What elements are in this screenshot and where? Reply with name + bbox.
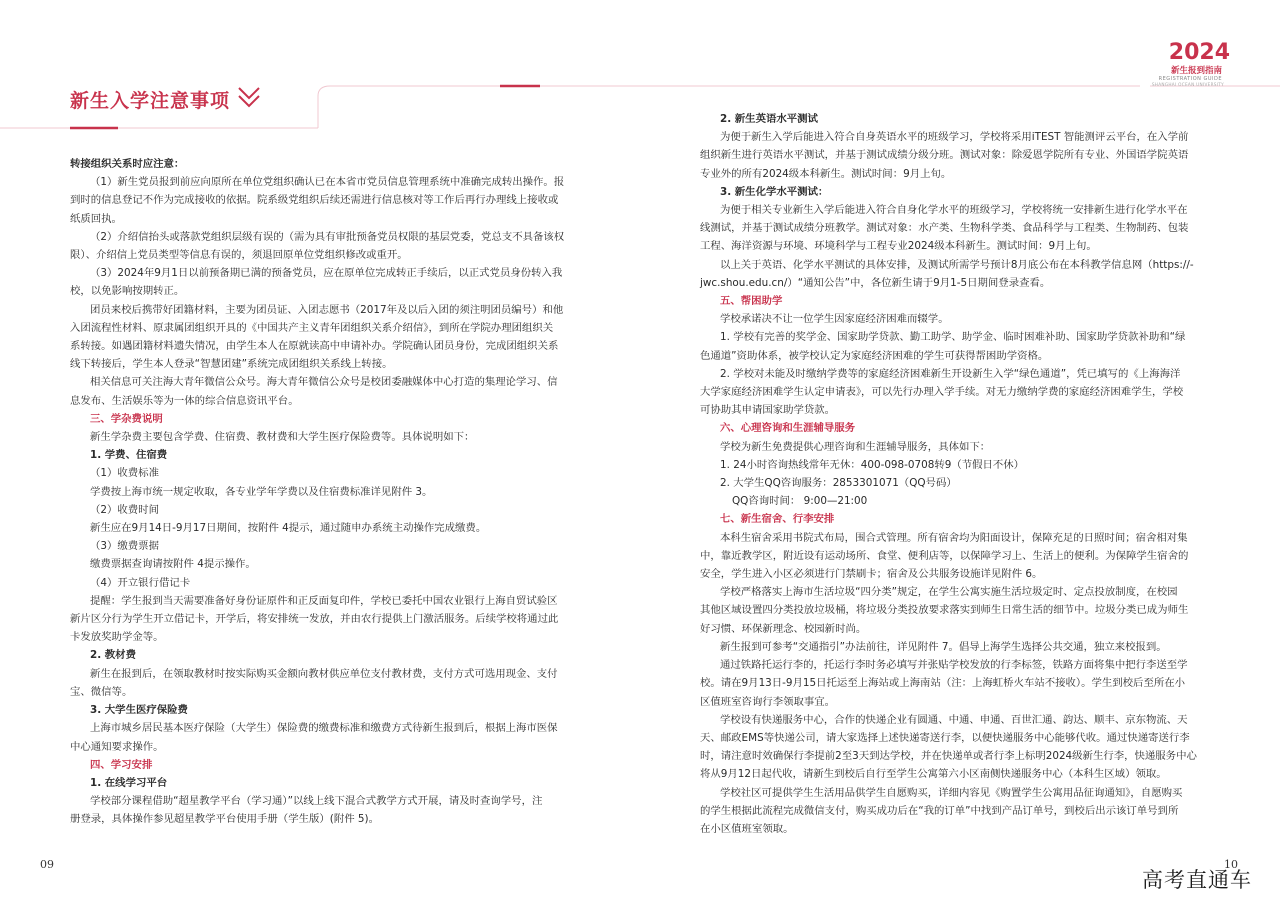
chevron-down-icon [236,84,262,112]
section-heading: 五、帮困助学 [720,295,783,308]
text-line: 1. 24小时咨询热线常年无休：400-098-0708转9（节假日不休） [720,458,1025,471]
text-line: 将从9月12日起代收，请新生到校后自行至学生公寓第六小区南侧快递服务中心（本科生区域）领取。 [700,768,1167,781]
text-line: 专业外的所有2024级本科新生。测试时间：9月上旬。 [700,167,952,180]
text-line: 系转接。如遇团籍材料遗失情况，由学生本人在原就读高中申请补办。学院确认团员身份，完成团组织关系 [70,340,559,353]
text-line: 好习惯、环保新理念、校园新时尚。 [700,622,867,635]
text-line: 时，请注意时效确保行李提前2至3天到达学校，并在快递单或者行李上标明2024级新生行李，快递服务中心 [700,750,1197,763]
logo-english-university: SHANGHAI OCEAN UNIVERSITY [1151,82,1224,87]
watermark: 高考直通车 [1142,868,1252,892]
text-line: 其他区域设置四分类投放垃圾桶，将垃圾分类投放要求落实到师生日常生活的细节中。垃圾分类已成为师生 [700,604,1189,617]
page-number-left: 09 [40,858,54,871]
right-column [700,110,1220,838]
text-line: 以上关于英语、化学水平测试的具体安排，及测试所需学号预计8月底公布在本科教学信息网（https://- [720,258,1194,271]
text-line: （2）收费时间 [90,503,159,516]
text-line: 本科生宿舍采用书院式布局，围合式管理。所有宿舍均为阳面设计，保障充足的日照时间；宿舍相对集 [720,531,1188,544]
text-line: 学校承诺决不让一位学生因家庭经济困难而辍学。 [720,313,949,326]
text-line: 团员来校后携带好团籍材料，主要为团员证、入团志愿书（2017年及以后入团的须注明团员编号）和他 [90,303,564,316]
text-line: 线测试，并基于测试成绩分班教学。测试对象：水产类、生物科学类、食品科学与工程类、生物制药、包装 [700,222,1189,235]
text-line: jwc.shou.edu.cn/）“通知公告”中，各位新生请于9月1-5日期间登录查看。 [700,276,1051,289]
text-line: 纸质回执。 [70,212,122,225]
text-line: 大学家庭经济困难学生认定申请表》，可以先行办理入学手续。对无力缴纳学费的家庭经济困难学生，学校 [700,386,1184,399]
text-line: （3）2024年9月1日以前预备期已满的预备党员，应在原单位完成转正手续后，以正式党员身份转入我 [90,267,563,280]
text-line: 为便于相关专业新生入学后能进入符合自身化学水平的班级学习，学校将统一安排新生进行化学水平在 [720,204,1188,217]
text-line: 卡发放奖助学金等。 [70,631,164,644]
text-line: （1）收费标准 [90,467,159,480]
text-line: 中心通知要求操作。 [70,740,164,753]
text-line: 提醒：学生报到当天需要准备好身份证原件和正反面复印件，学校已委托中国农业银行上海自贸试验区 [90,594,558,607]
text-line: 学校部分课程借助“超星教学平台（学习通）”以线上线下混合式教学方式开展，请及时查询学号，注 [90,795,543,808]
text-line: 册登录，具体操作参见超星教学平台使用手册（学生版）(附件 5)。 [70,813,379,826]
text-line: 为便于新生入学后能进入符合自身英语水平的班级学习，学校将采用iTEST 智能测评云平台，在入学前 [720,131,1189,144]
text-line: 2. 学校对未能及时缴纳学费等的家庭经济困难新生开设新生入学“绿色通道”，凭已填写的《上海海洋 [720,367,1181,380]
subsection-heading: 2. 教材费 [90,649,136,662]
text-line: 新生应在9月14日-9月17日期间，按附件 4提示，通过随申办系统主动操作完成缴费。 [90,522,487,535]
text-line: 校。请在9月13日-9月15日托运至上海站或上海南站（注：上海虹桥火车站不接收）。学生到校后至所在小 [700,677,1186,690]
text-line: 区值班室咨询行李领取事宜。 [700,695,836,708]
text-line: 安全，学生进入小区必须进行门禁刷卡；宿舍及公共服务设施详见附件 6。 [700,568,1043,581]
text-line: 组织新生进行英语水平测试，并基于测试成绩分级分班。测试对象：除爱恩学院所有专业、外国语学院英语 [700,149,1189,162]
logo-english: REGISTRATION GUIDE [1158,76,1222,82]
text-line: 校，以免影响按期转正。 [70,285,185,298]
text-line: 在小区值班室领取。 [700,822,794,835]
page-title: 新生入学注意事项 [70,90,231,112]
subsection-heading: 3. 大学生医疗保险费 [90,704,188,717]
subsection-heading: 1. 在线学习平台 [90,776,168,789]
text-line: 息发布、生活娱乐等为一体的综合信息资讯平台。 [70,394,299,407]
left-column [70,155,590,829]
text-line: 1. 学校有完善的奖学金、国家助学贷款、勤工助学、助学金、临时困难补助、国家助学贷款补助和“绿 [720,331,1186,344]
text-line: （1）新生党员报到前应向原所在单位党组织确认已在本省市党员信息管理系统中准确完成转出操作。报 [90,176,565,189]
text-line: 2. 大学生QQ咨询服务：2853301071（QQ号码） [720,477,957,490]
section-heading: 四、学习安排 [90,758,153,771]
text-line: （4）开立银行借记卡 [90,576,191,589]
text-line: 宝、微信等。 [70,685,133,698]
text-line: 新生学杂费主要包含学费、住宿费、教材费和大学生医疗保险费等。具体说明如下： [90,431,475,444]
text-line: 学校社区可提供学生生活用品供学生自愿购买，详细内容见《购置学生公寓用品征询通知》，自愿购买 [720,786,1183,799]
text-line: 新片区分行为学生开立借记卡，开学后，将安排统一发放，并由农行提供上门激活服务。后续学校将通过此 [70,613,559,626]
section-heading: 三、学杂费说明 [90,412,163,425]
text-line: 新生报到可参考“交通指引”办法前往，详见附件 7。倡导上海学生选择公共交通，独立来校报到。 [720,640,1167,653]
text-line: 通过铁路托运行李的，托运行李时务必填写并张贴学校发放的行李标签，铁路方面将集中把行李送至学 [720,659,1188,672]
text-line: 学费按上海市统一规定收取，各专业学年学费以及住宿费标准详见附件 3。 [90,485,433,498]
text-line: 的学生根据此流程完成微信支付，购买成功后在“我的订单”中找到产品订单号，到校后出示该订单号到所 [700,804,1179,817]
section-heading: 七、新生宿舍、行李安排 [720,513,835,526]
page-number-right: 10 [1224,858,1238,871]
logo-year: 2024 [1168,40,1230,65]
text-line: 限）、介绍信上党员类型等信息有误的，须退回原单位党组织修改或重开。 [70,249,408,262]
text-line: 色通道”资助体系，被学校认定为家庭经济困难的学生可获得帮困助学资格。 [700,349,1049,362]
text-line: 线下转接后，学生本人登录“智慧团建”系统完成团组织关系线上转接。 [70,358,393,371]
subsection-heading: 转接组织关系时应注意： [70,158,185,170]
text-line: 学校设有快递服务中心，合作的快递企业有圆通、中通、申通、百世汇通、韵达、顺丰、京东物流、天 [720,713,1188,726]
text-line: 相关信息可关注海大青年微信公众号。海大青年微信公众号是校团委融媒体中心打造的集理论学习、信 [90,376,558,389]
text-line: 学校严格落实上海市生活垃圾“四分类”规定，在学生公寓实施生活垃圾定时、定点投放制度，在校园 [720,586,1178,599]
subsection-heading: 3. 新生化学水平测试： [720,185,829,198]
text-line: 入团流程性材料、原隶属团组织开具的《中国共产主义青年团组织关系介绍信》，到所在学院办理团组织关 [70,321,554,334]
subsection-heading: 2. 新生英语水平测试 [720,113,818,125]
text-line: 可协助其申请国家助学贷款。 [700,404,836,417]
section-heading: 六、心理咨询和生涯辅导服务 [720,422,856,435]
text-line: 上海市城乡居民基本医疗保险（大学生）保险费的缴费标准和缴费方式待新生报到后，根据上海市医保 [90,722,558,735]
text-line: 天、邮政EMS等快递公司，请大家选择上述快递寄送行李，以便快递服务中心能够代收。通过快递寄送行李 [700,731,1190,744]
text-line: 缴费票据查询请按附件 4提示操作。 [90,558,256,571]
logo-subtitle: 新生报到指南 [1170,66,1222,76]
text-line: 工程、海洋资源与环境、环境科学与工程专业2024级本科新生。测试时间：9月上旬。 [700,240,1097,253]
text-line: （3）缴费票据 [90,540,159,553]
text-line: 中，靠近教学区，附近设有运动场所、食堂、便利店等，以保障学习上、生活上的便利。为保障学生宿舍的 [700,549,1189,562]
text-line: （2）介绍信抬头或落款党组织层级有误的（需为具有审批预备党员权限的基层党委，党总支不具备该权 [90,230,565,243]
subsection-heading: 1. 学费、住宿费 [90,449,168,462]
text-line: 新生在报到后，在领取教材时按实际购买金额向教材供应单位支付教材费，支付方式可选用现金、支付 [90,667,558,680]
text-line: 到时的信息登记不作为完成接收的依据。院系级党组织后续还需进行信息核对等工作后再行办理线上接收或 [70,194,559,207]
text-line: QQ咨询时间： 9:00—21:00 [732,495,868,508]
text-line: 学校为新生免费提供心理咨询和生涯辅导服务，具体如下： [720,440,991,453]
